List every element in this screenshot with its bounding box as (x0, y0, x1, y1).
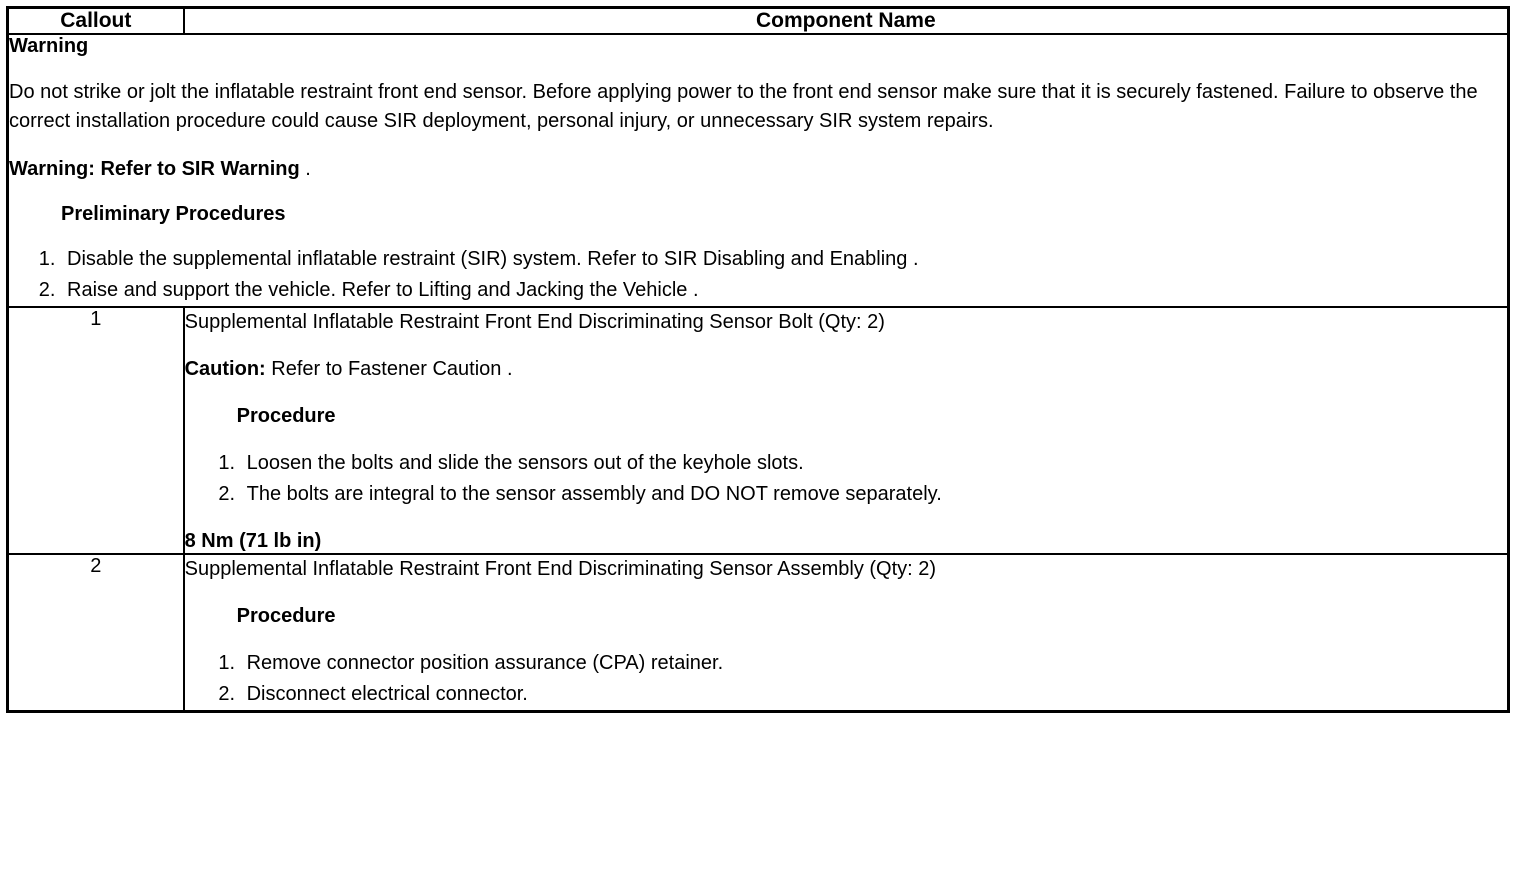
warning-refer-suffix: . (305, 157, 311, 180)
callout-number: 1 (8, 307, 184, 554)
table-row (8, 554, 1509, 712)
warning-refer-label: Warning: Refer to SIR Warning (9, 157, 300, 180)
table-row-warning (8, 34, 1509, 307)
warning-text: Do not strike or jolt the inflatable restraint front end sensor. Before applying power to the front end sensor make sure that it is securely fastened. Failure to observe the correct installation procedure could cause SIR deployment, personal injury, or unnecessary SIR system repairs. (9, 81, 1478, 132)
component-title: Supplemental Inflatable Restraint Front End Discriminating Sensor Bolt (Qty: 2) (184, 310, 885, 333)
preliminary-procedures-heading: Preliminary Procedures (61, 202, 286, 225)
caution-label: Caution: (184, 357, 266, 380)
list-item: 2. The bolts are integral to the sensor assembly and DO NOT remove separately. (241, 479, 1507, 510)
list-item: 1. Disable the supplemental inflatable restraint (SIR) system. Refer to SIR Disabling and Enabling . (61, 244, 1507, 275)
procedure-step-list (185, 448, 1507, 510)
service-procedure-table (6, 6, 1510, 713)
procedure-step-list (185, 648, 1507, 710)
callout-number: 2 (8, 554, 184, 712)
caution-text: Refer to Fastener Caution . (271, 357, 513, 380)
document-page (0, 6, 1520, 896)
table-header-row (8, 8, 1509, 35)
torque-specification: 8 Nm (71 lb in) (184, 529, 322, 552)
component-title: Supplemental Inflatable Restraint Front End Discriminating Sensor Assembly (Qty: 2) (184, 557, 937, 580)
warning-refer-line (9, 158, 1507, 181)
warning-cell (8, 34, 1509, 307)
component-detail-cell (184, 554, 1509, 712)
list-item: 2. Disconnect electrical connector. (241, 679, 1507, 710)
caution-line (185, 358, 1507, 381)
procedure-heading: Procedure (236, 404, 336, 427)
preliminary-procedures-list (9, 244, 1507, 306)
column-header-component-name: Component Name (184, 8, 1509, 35)
warning-title: Warning (9, 35, 89, 57)
list-item: 1. Loosen the bolts and slide the sensors out of the keyhole slots. (241, 448, 1507, 479)
column-header-callout: Callout (8, 8, 184, 35)
list-item: 2. Raise and support the vehicle. Refer to Lifting and Jacking the Vehicle . (61, 275, 1507, 306)
component-detail-cell (184, 307, 1509, 554)
table-row (8, 307, 1509, 554)
procedure-heading: Procedure (236, 604, 336, 627)
list-item: 1. Remove connector position assurance (CPA) retainer. (241, 648, 1507, 679)
